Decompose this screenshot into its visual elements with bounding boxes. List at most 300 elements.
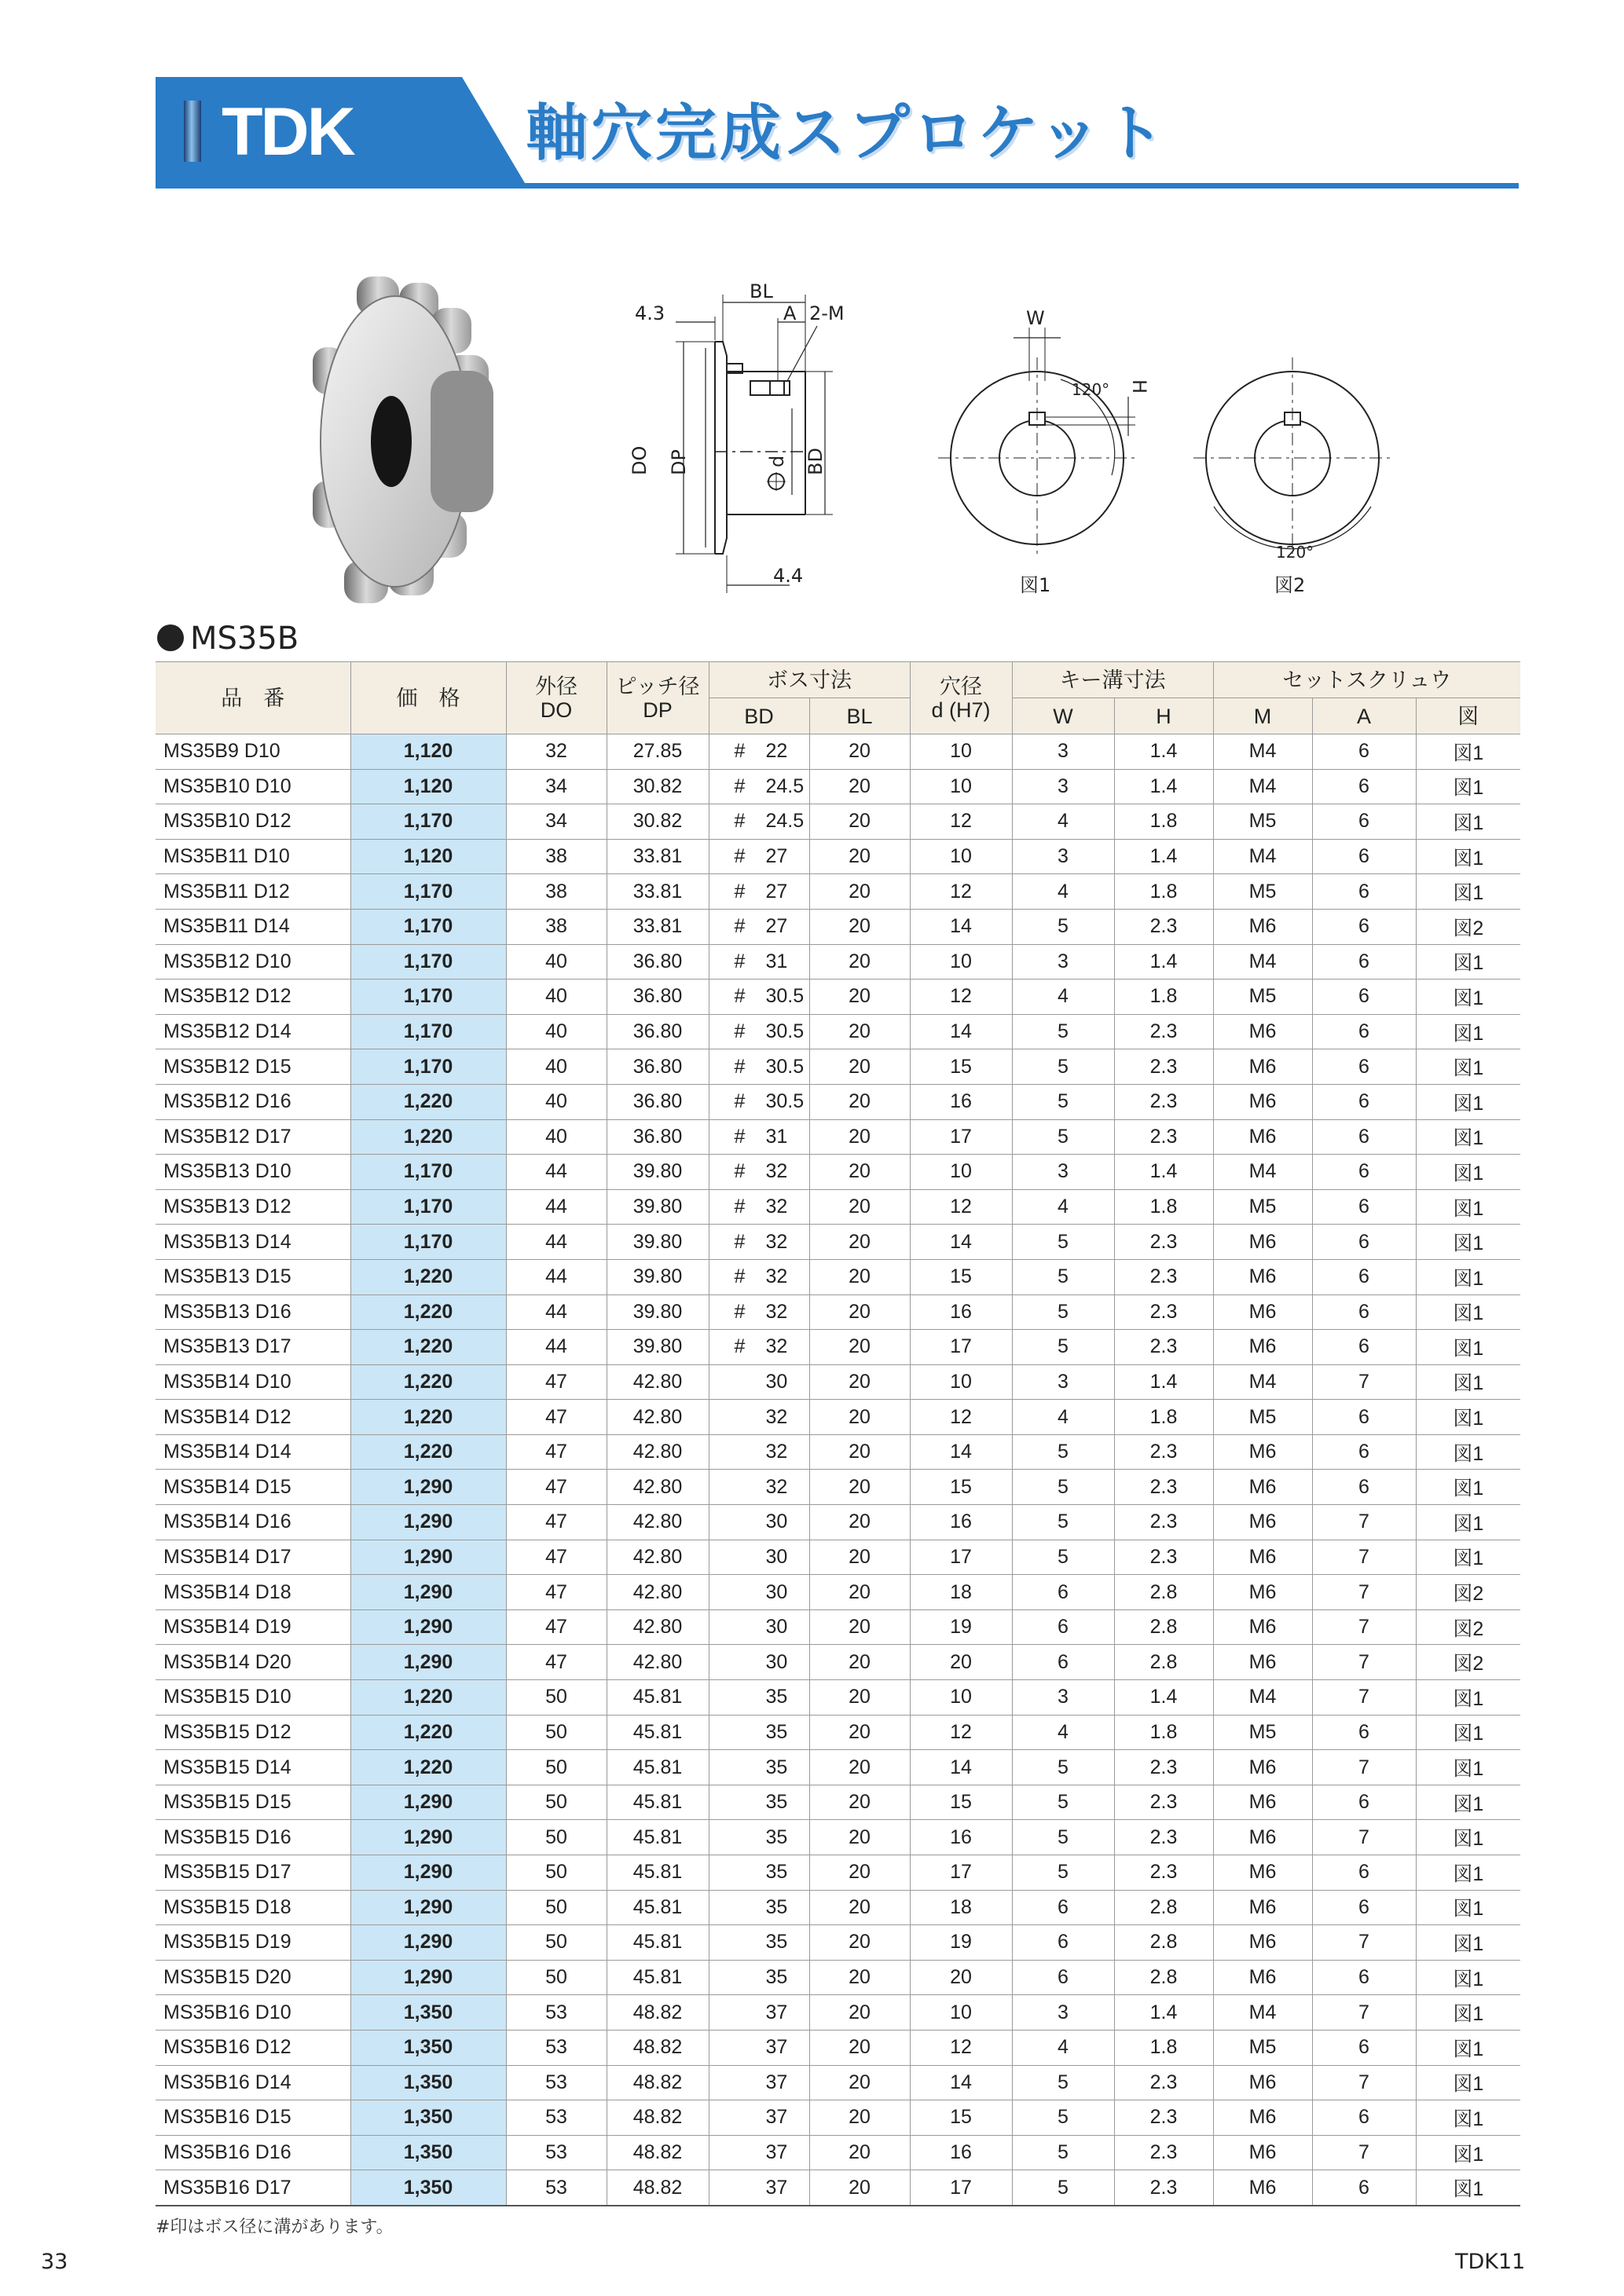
bore-cell: 17 <box>910 1119 1012 1155</box>
screw-size-cell: M6 <box>1213 1750 1312 1785</box>
bore-cell: 14 <box>910 1434 1012 1470</box>
series-title: MS35B <box>190 621 299 657</box>
part-number-cell: MS35B13 D16 <box>156 1294 350 1330</box>
pitch-diameter-cell: 45.81 <box>607 1715 709 1750</box>
table-row <box>156 1785 1520 1820</box>
boss-diameter-value: 30.5 <box>765 1055 805 1078</box>
boss-diameter-cell <box>709 1189 809 1225</box>
boss-diameter-value: 35 <box>765 1861 788 1884</box>
screw-size-cell: M6 <box>1213 1119 1312 1155</box>
pitch-diameter-cell: 30.82 <box>607 769 709 804</box>
bore-cell: 10 <box>910 839 1012 874</box>
table-row <box>156 1855 1520 1891</box>
key-height-cell: 2.8 <box>1114 1925 1213 1961</box>
key-width-cell: 5 <box>1012 1855 1114 1891</box>
key-width-cell: 3 <box>1012 1155 1114 1190</box>
table-row <box>156 1189 1520 1225</box>
boss-diameter-value: 24.5 <box>765 810 805 833</box>
page-code: TDK11 <box>1455 2250 1526 2274</box>
table-row <box>156 804 1520 840</box>
screw-size-cell: M6 <box>1213 2135 1312 2170</box>
table-row <box>156 734 1520 770</box>
pitch-diameter-cell: 42.80 <box>607 1575 709 1610</box>
boss-diameter-cell <box>709 944 809 980</box>
screw-size-cell: M4 <box>1213 1680 1312 1716</box>
boss-length-cell: 20 <box>809 1645 910 1680</box>
part-number-cell: MS35B12 D15 <box>156 1049 350 1085</box>
groove-mark: # <box>734 915 746 938</box>
figure-ref-cell: 図1 <box>1416 2030 1520 2065</box>
bore-cell: 12 <box>910 2030 1012 2065</box>
bore-cell: 14 <box>910 1225 1012 1260</box>
key-width-cell: 6 <box>1012 1575 1114 1610</box>
boss-diameter-cell <box>709 1014 809 1049</box>
outer-diameter-cell: 50 <box>506 1960 607 1995</box>
part-number-cell: MS35B10 D12 <box>156 804 350 840</box>
part-number-cell: MS35B13 D12 <box>156 1189 350 1225</box>
table-row <box>156 1049 1520 1085</box>
bore-cell: 12 <box>910 1400 1012 1435</box>
screw-position-cell: 6 <box>1312 1434 1416 1470</box>
table-row <box>156 1014 1520 1049</box>
screw-size-cell: M6 <box>1213 1540 1312 1575</box>
part-number-cell: MS35B13 D10 <box>156 1155 350 1190</box>
boss-diameter-value: 35 <box>765 1720 788 1743</box>
part-number-cell: MS35B16 D14 <box>156 2065 350 2100</box>
price-cell: 1,220 <box>350 1680 506 1716</box>
key-width-cell: 6 <box>1012 1925 1114 1961</box>
pitch-diameter-cell: 45.81 <box>607 1855 709 1891</box>
table-row <box>156 2135 1520 2170</box>
screw-size-cell: M6 <box>1213 1890 1312 1925</box>
banner-underline <box>156 183 1519 189</box>
part-number-cell: MS35B13 D14 <box>156 1225 350 1260</box>
bore-cell: 15 <box>910 2100 1012 2136</box>
boss-diameter-cell <box>709 1995 809 2031</box>
table-row <box>156 1294 1520 1330</box>
key-width-cell: 6 <box>1012 1645 1114 1680</box>
boss-diameter-value: 27 <box>765 915 788 938</box>
boss-length-cell: 20 <box>809 1609 910 1645</box>
screw-position-cell: 6 <box>1312 769 1416 804</box>
groove-mark: # <box>734 985 746 1008</box>
dim-4-4-label: 4.4 <box>773 565 804 587</box>
boss-diameter-cell <box>709 2100 809 2136</box>
bore-cell: 10 <box>910 769 1012 804</box>
key-height-cell: 2.3 <box>1114 2065 1213 2100</box>
price-cell: 1,170 <box>350 944 506 980</box>
part-number-cell: MS35B15 D18 <box>156 1890 350 1925</box>
bore-cell: 12 <box>910 874 1012 910</box>
figure-ref-cell: 図1 <box>1416 1364 1520 1400</box>
screw-size-cell: M5 <box>1213 804 1312 840</box>
outer-diameter-cell: 44 <box>506 1330 607 1365</box>
pitch-diameter-cell: 39.80 <box>607 1294 709 1330</box>
figure-ref-cell: 図1 <box>1416 1014 1520 1049</box>
figure-ref-cell: 図1 <box>1416 1960 1520 1995</box>
bore-cell: 14 <box>910 1750 1012 1785</box>
screw-size-cell: M5 <box>1213 1715 1312 1750</box>
part-number-cell: MS35B12 D16 <box>156 1084 350 1119</box>
outer-diameter-cell: 50 <box>506 1715 607 1750</box>
key-width-cell: 4 <box>1012 874 1114 910</box>
screw-size-cell: M6 <box>1213 909 1312 944</box>
price-cell: 1,120 <box>350 769 506 804</box>
pitch-diameter-cell: 42.80 <box>607 1400 709 1435</box>
key-width-cell: 4 <box>1012 980 1114 1015</box>
screw-position-cell: 6 <box>1312 1715 1416 1750</box>
pitch-diameter-cell: 48.82 <box>607 2135 709 2170</box>
col-screw-group: セットスクリュウ <box>1213 662 1520 698</box>
bore-cell: 16 <box>910 1820 1012 1855</box>
boss-diameter-value: 27 <box>765 845 788 868</box>
figure-ref-cell: 図1 <box>1416 1715 1520 1750</box>
screw-position-cell: 7 <box>1312 1820 1416 1855</box>
key-width-cell: 5 <box>1012 2065 1114 2100</box>
col-do: 外径 DO <box>506 662 607 734</box>
outer-diameter-cell: 47 <box>506 1540 607 1575</box>
key-height-cell: 2.3 <box>1114 1540 1213 1575</box>
table-row <box>156 1364 1520 1400</box>
screw-position-cell: 7 <box>1312 1680 1416 1716</box>
boss-diameter-value: 30 <box>765 1511 788 1533</box>
price-cell: 1,220 <box>350 1330 506 1365</box>
outer-diameter-cell: 40 <box>506 1049 607 1085</box>
screw-position-cell: 6 <box>1312 1119 1416 1155</box>
screw-size-cell: M6 <box>1213 1259 1312 1294</box>
outer-diameter-cell: 50 <box>506 1890 607 1925</box>
bore-cell: 10 <box>910 1680 1012 1716</box>
outer-diameter-cell: 47 <box>506 1645 607 1680</box>
pitch-diameter-cell: 36.80 <box>607 1014 709 1049</box>
col-fig: 図 <box>1416 698 1520 734</box>
figure-ref-cell: 図1 <box>1416 2065 1520 2100</box>
pitch-diameter-cell: 45.81 <box>607 1785 709 1820</box>
part-number-cell: MS35B13 D17 <box>156 1330 350 1365</box>
screw-size-cell: M6 <box>1213 1855 1312 1891</box>
bore-cell: 18 <box>910 1575 1012 1610</box>
groove-mark: # <box>734 1125 746 1148</box>
key-width-cell: 5 <box>1012 1470 1114 1505</box>
pitch-diameter-cell: 48.82 <box>607 1995 709 2031</box>
boss-diameter-cell <box>709 1330 809 1365</box>
figure-ref-cell: 図1 <box>1416 1119 1520 1155</box>
pitch-diameter-cell: 39.80 <box>607 1189 709 1225</box>
price-cell: 1,170 <box>350 804 506 840</box>
key-height-cell: 1.4 <box>1114 944 1213 980</box>
boss-diameter-cell <box>709 1820 809 1855</box>
pitch-diameter-cell: 42.80 <box>607 1505 709 1540</box>
sprocket-boss <box>431 371 493 512</box>
part-number-cell: MS35B10 D10 <box>156 769 350 804</box>
bore-cell: 14 <box>910 2065 1012 2100</box>
table-row <box>156 1540 1520 1575</box>
figure-ref-cell: 図1 <box>1416 1294 1520 1330</box>
boss-length-cell: 20 <box>809 1470 910 1505</box>
part-number-cell: MS35B12 D17 <box>156 1119 350 1155</box>
figure-ref-cell: 図1 <box>1416 1540 1520 1575</box>
outer-diameter-cell: 50 <box>506 1785 607 1820</box>
spec-table <box>156 661 1520 2206</box>
screw-position-cell: 6 <box>1312 944 1416 980</box>
key-height-cell: 2.3 <box>1114 1855 1213 1891</box>
fig2-view <box>1193 357 1391 554</box>
side-section-view <box>676 295 833 593</box>
key-width-cell: 4 <box>1012 2030 1114 2065</box>
table-row <box>156 1750 1520 1785</box>
key-width-cell: 3 <box>1012 1680 1114 1716</box>
screw-position-cell: 7 <box>1312 2065 1416 2100</box>
part-number-cell: MS35B16 D15 <box>156 2100 350 2136</box>
figure-ref-cell: 図2 <box>1416 1609 1520 1645</box>
boss-length-cell: 20 <box>809 1225 910 1260</box>
boss-length-cell: 20 <box>809 1925 910 1961</box>
groove-mark: # <box>734 740 746 763</box>
pitch-diameter-cell: 42.80 <box>607 1470 709 1505</box>
screw-size-cell: M5 <box>1213 1189 1312 1225</box>
screw-size-cell: M6 <box>1213 1609 1312 1645</box>
bore-cell: 17 <box>910 1540 1012 1575</box>
key-width-cell: 5 <box>1012 1049 1114 1085</box>
dim-bd-label: BD <box>805 448 827 475</box>
key-width-cell: 5 <box>1012 1434 1114 1470</box>
key-width-cell: 6 <box>1012 1960 1114 1995</box>
key-height-cell: 1.4 <box>1114 839 1213 874</box>
pitch-diameter-cell: 45.81 <box>607 1680 709 1716</box>
boss-diameter-value: 30 <box>765 1616 788 1639</box>
key-height-cell: 2.8 <box>1114 1645 1213 1680</box>
groove-mark: # <box>734 1230 746 1253</box>
screw-size-cell: M6 <box>1213 1014 1312 1049</box>
boss-length-cell: 20 <box>809 1820 910 1855</box>
boss-length-cell: 20 <box>809 874 910 910</box>
price-cell: 1,290 <box>350 1505 506 1540</box>
bore-cell: 17 <box>910 1330 1012 1365</box>
pitch-diameter-cell: 45.81 <box>607 1925 709 1961</box>
boss-diameter-value: 37 <box>765 2001 788 2023</box>
figure-ref-cell: 図1 <box>1416 980 1520 1015</box>
bore-cell: 15 <box>910 1470 1012 1505</box>
screw-size-cell: M6 <box>1213 1330 1312 1365</box>
key-height-cell: 1.8 <box>1114 1400 1213 1435</box>
key-height-cell: 2.3 <box>1114 1470 1213 1505</box>
boss-diameter-cell <box>709 1925 809 1961</box>
boss-diameter-cell <box>709 1609 809 1645</box>
key-height-cell: 2.3 <box>1114 1505 1213 1540</box>
key-width-cell: 5 <box>1012 1119 1114 1155</box>
outer-diameter-cell: 44 <box>506 1294 607 1330</box>
price-cell: 1,350 <box>350 2030 506 2065</box>
screw-position-cell: 6 <box>1312 2170 1416 2206</box>
screw-position-cell: 7 <box>1312 1995 1416 2031</box>
figure-ref-cell: 図1 <box>1416 1505 1520 1540</box>
pitch-diameter-cell: 36.80 <box>607 1084 709 1119</box>
boss-length-cell: 20 <box>809 1014 910 1049</box>
table-row <box>156 1330 1520 1365</box>
part-number-cell: MS35B12 D10 <box>156 944 350 980</box>
figure-ref-cell: 図1 <box>1416 804 1520 840</box>
table-row <box>156 2065 1520 2100</box>
dim-h-label: H <box>1128 379 1150 394</box>
outer-diameter-cell: 53 <box>506 1995 607 2031</box>
part-number-cell: MS35B15 D12 <box>156 1715 350 1750</box>
boss-length-cell: 20 <box>809 1434 910 1470</box>
boss-diameter-cell <box>709 1715 809 1750</box>
pitch-diameter-cell: 42.80 <box>607 1645 709 1680</box>
boss-diameter-cell <box>709 1575 809 1610</box>
groove-mark: # <box>734 810 746 833</box>
key-width-cell: 5 <box>1012 1225 1114 1260</box>
key-width-cell: 4 <box>1012 804 1114 840</box>
boss-length-cell: 20 <box>809 1540 910 1575</box>
boss-length-cell: 20 <box>809 1575 910 1610</box>
groove-mark: # <box>734 1090 746 1113</box>
boss-diameter-value: 32 <box>765 1265 788 1288</box>
pitch-diameter-cell: 36.80 <box>607 980 709 1015</box>
outer-diameter-cell: 34 <box>506 804 607 840</box>
outer-diameter-cell: 44 <box>506 1225 607 1260</box>
screw-size-cell: M5 <box>1213 2030 1312 2065</box>
screw-position-cell: 6 <box>1312 1785 1416 1820</box>
bore-cell: 10 <box>910 944 1012 980</box>
key-width-cell: 5 <box>1012 1540 1114 1575</box>
boss-length-cell: 20 <box>809 1294 910 1330</box>
boss-diameter-value: 32 <box>765 1405 788 1428</box>
bore-cell: 10 <box>910 1364 1012 1400</box>
title-banner <box>156 77 1519 189</box>
pitch-diameter-cell: 42.80 <box>607 1434 709 1470</box>
sprocket-photo <box>313 276 533 606</box>
screw-size-cell: M6 <box>1213 1960 1312 1995</box>
key-width-cell: 3 <box>1012 1364 1114 1400</box>
price-cell: 1,170 <box>350 1225 506 1260</box>
boss-diameter-value: 27 <box>765 880 788 903</box>
price-cell: 1,170 <box>350 980 506 1015</box>
boss-diameter-value: 35 <box>765 1895 788 1918</box>
key-width-cell: 5 <box>1012 1084 1114 1119</box>
outer-diameter-cell: 40 <box>506 1119 607 1155</box>
part-number-cell: MS35B13 D15 <box>156 1259 350 1294</box>
boss-diameter-value: 32 <box>765 1196 788 1218</box>
screw-size-cell: M5 <box>1213 980 1312 1015</box>
outer-diameter-cell: 47 <box>506 1364 607 1400</box>
price-cell: 1,290 <box>350 1609 506 1645</box>
part-number-cell: MS35B11 D14 <box>156 909 350 944</box>
groove-mark: # <box>734 845 746 868</box>
pitch-diameter-cell: 30.82 <box>607 804 709 840</box>
boss-diameter-cell <box>709 1890 809 1925</box>
key-width-cell: 5 <box>1012 2170 1114 2206</box>
boss-diameter-value: 35 <box>765 1756 788 1778</box>
boss-length-cell: 20 <box>809 2030 910 2065</box>
table-row <box>156 839 1520 874</box>
outer-diameter-cell: 47 <box>506 1609 607 1645</box>
key-height-cell: 2.8 <box>1114 1609 1213 1645</box>
screw-position-cell: 7 <box>1312 1364 1416 1400</box>
figure-ref-cell: 図1 <box>1416 1084 1520 1119</box>
boss-length-cell: 20 <box>809 1715 910 1750</box>
key-height-cell: 1.8 <box>1114 980 1213 1015</box>
figure-ref-cell: 図1 <box>1416 1890 1520 1925</box>
part-number-cell: MS35B15 D14 <box>156 1750 350 1785</box>
bore-cell: 16 <box>910 1505 1012 1540</box>
screw-size-cell: M4 <box>1213 734 1312 770</box>
outer-diameter-cell: 53 <box>506 2170 607 2206</box>
figure-ref-cell: 図1 <box>1416 1995 1520 2031</box>
bore-cell: 10 <box>910 1995 1012 2031</box>
boss-diameter-value: 30 <box>765 1580 788 1603</box>
key-height-cell: 1.4 <box>1114 1155 1213 1190</box>
bore-cell: 12 <box>910 804 1012 840</box>
boss-length-cell: 20 <box>809 944 910 980</box>
screw-size-cell: M6 <box>1213 2170 1312 2206</box>
boss-length-cell: 20 <box>809 734 910 770</box>
pitch-diameter-cell: 42.80 <box>607 1364 709 1400</box>
outer-diameter-cell: 47 <box>506 1470 607 1505</box>
screw-size-cell: M4 <box>1213 1364 1312 1400</box>
figure-ref-cell: 図1 <box>1416 944 1520 980</box>
boss-diameter-value: 32 <box>765 1230 788 1253</box>
key-height-cell: 1.8 <box>1114 1189 1213 1225</box>
table-row <box>156 1259 1520 1294</box>
screw-size-cell: M6 <box>1213 1505 1312 1540</box>
part-number-cell: MS35B15 D17 <box>156 1855 350 1891</box>
boss-diameter-cell <box>709 1155 809 1190</box>
table-row <box>156 2170 1520 2206</box>
key-height-cell: 2.3 <box>1114 1750 1213 1785</box>
screw-size-cell: M6 <box>1213 1049 1312 1085</box>
boss-diameter-value: 32 <box>765 1160 788 1183</box>
screw-size-cell: M6 <box>1213 1645 1312 1680</box>
screw-position-cell: 7 <box>1312 1750 1416 1785</box>
table-row <box>156 1084 1520 1119</box>
boss-diameter-cell <box>709 980 809 1015</box>
price-cell: 1,220 <box>350 1259 506 1294</box>
pitch-diameter-cell: 45.81 <box>607 1820 709 1855</box>
part-number-cell: MS35B14 D19 <box>156 1609 350 1645</box>
table-row <box>156 1505 1520 1540</box>
bore-cell: 12 <box>910 1715 1012 1750</box>
screw-size-cell: M5 <box>1213 874 1312 910</box>
key-width-cell: 5 <box>1012 1330 1114 1365</box>
boss-diameter-value: 24.5 <box>765 774 805 797</box>
boss-diameter-cell <box>709 2170 809 2206</box>
bore-cell: 12 <box>910 1189 1012 1225</box>
table-row <box>156 1470 1520 1505</box>
figure-ref-cell: 図1 <box>1416 769 1520 804</box>
groove-mark: # <box>734 1196 746 1218</box>
boss-diameter-value: 32 <box>765 1335 788 1358</box>
outer-diameter-cell: 50 <box>506 1680 607 1716</box>
screw-size-cell: M6 <box>1213 1575 1312 1610</box>
screw-position-cell: 6 <box>1312 1259 1416 1294</box>
key-height-cell: 1.8 <box>1114 874 1213 910</box>
bullet-dot-icon <box>157 624 184 651</box>
key-width-cell: 6 <box>1012 1890 1114 1925</box>
key-height-cell: 2.3 <box>1114 2100 1213 2136</box>
key-width-cell: 4 <box>1012 1189 1114 1225</box>
boss-length-cell: 20 <box>809 1119 910 1155</box>
boss-length-cell: 20 <box>809 1995 910 2031</box>
key-height-cell: 1.8 <box>1114 804 1213 840</box>
boss-diameter-cell <box>709 1294 809 1330</box>
outer-diameter-cell: 40 <box>506 1084 607 1119</box>
col-bd: BD <box>709 698 809 734</box>
key-width-cell: 6 <box>1012 1609 1114 1645</box>
screw-size-cell: M6 <box>1213 1434 1312 1470</box>
sprocket-bore <box>371 396 412 487</box>
bore-cell: 15 <box>910 1049 1012 1085</box>
